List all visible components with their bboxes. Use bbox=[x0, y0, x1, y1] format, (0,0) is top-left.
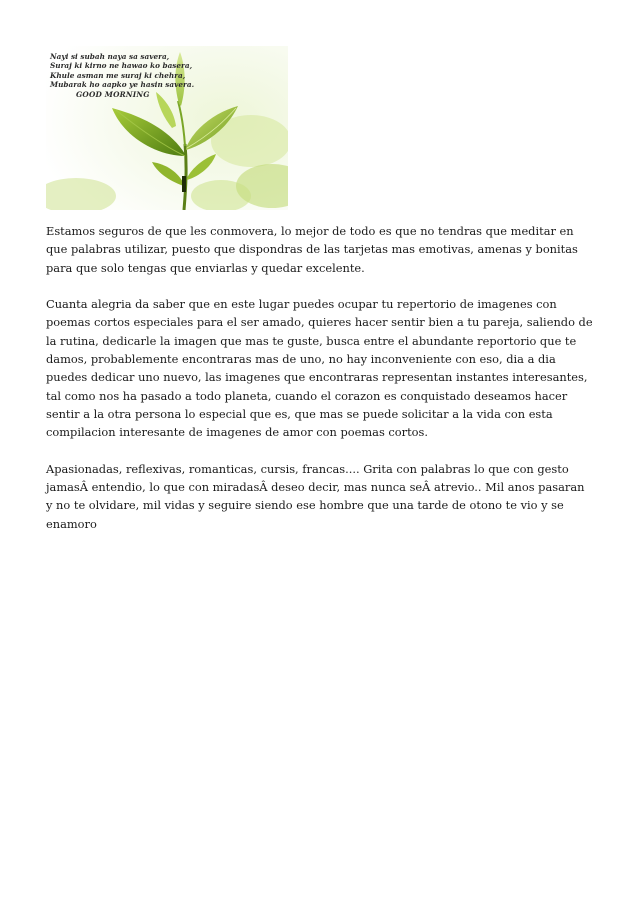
good-morning-image bbox=[46, 46, 288, 210]
paragraph: Apasionadas, reflexivas, romanticas, cursis, francas.... Grita con palabras lo que con gesto jamasÂ entendio, lo que con miradasÂ deseo decir, mas nunca seÂ atrevio.. Mil anos pasaran y no te olvidare, mil vidas y seguire siendo ese hombre que una tarde de otono te vio y se enamoro bbox=[46, 461, 585, 531]
article-body bbox=[46, 222, 594, 551]
caption-line: Nayi si subah naya sa savera, bbox=[50, 52, 170, 61]
paragraph: Estamos seguros de que les conmovera, lo mejor de todo es que no tendras que meditar en que palabras utilizar, puesto que dispondras de las tarjetas mas emotivas, amenas y bonitas para que solo tengas que enviarlas y quedar excelente. bbox=[46, 224, 578, 275]
caption-line: Khule asman me suraj ki chehra, bbox=[50, 70, 186, 80]
caption-greeting: GOOD MORNING bbox=[76, 89, 150, 99]
caption-line: Mubarak ho aapko ye hasin savera. bbox=[50, 80, 195, 90]
greeting-caption bbox=[50, 52, 210, 99]
paragraph: Cuanta alegria da saber que en este lugar puedes ocupar tu repertorio de imagenes con poemas cortos especiales para el ser amado, quieres hacer sentir bien a tu pareja, saliendo de la rutina, dedicarle la imagen que mas te guste, busca entre el abundante reportorio que te damos, probablemente encontraras mas de uno, no hay inconveniente con eso, dia a dia puedes dedicar uno nuevo, las imagenes que encontraras representan instantes interesantes, tal como nos ha pasado a todo planeta, cuando el corazon es conquistado deseamos hacer sentir a la otra persona lo especial que es, que mas se puede solicitar a la vida con esta compilacion interesante de imagenes de amor con poemas cortos. bbox=[46, 297, 593, 440]
caption-line: Suraj ki kirno ne hawao ko basera, bbox=[50, 61, 193, 71]
